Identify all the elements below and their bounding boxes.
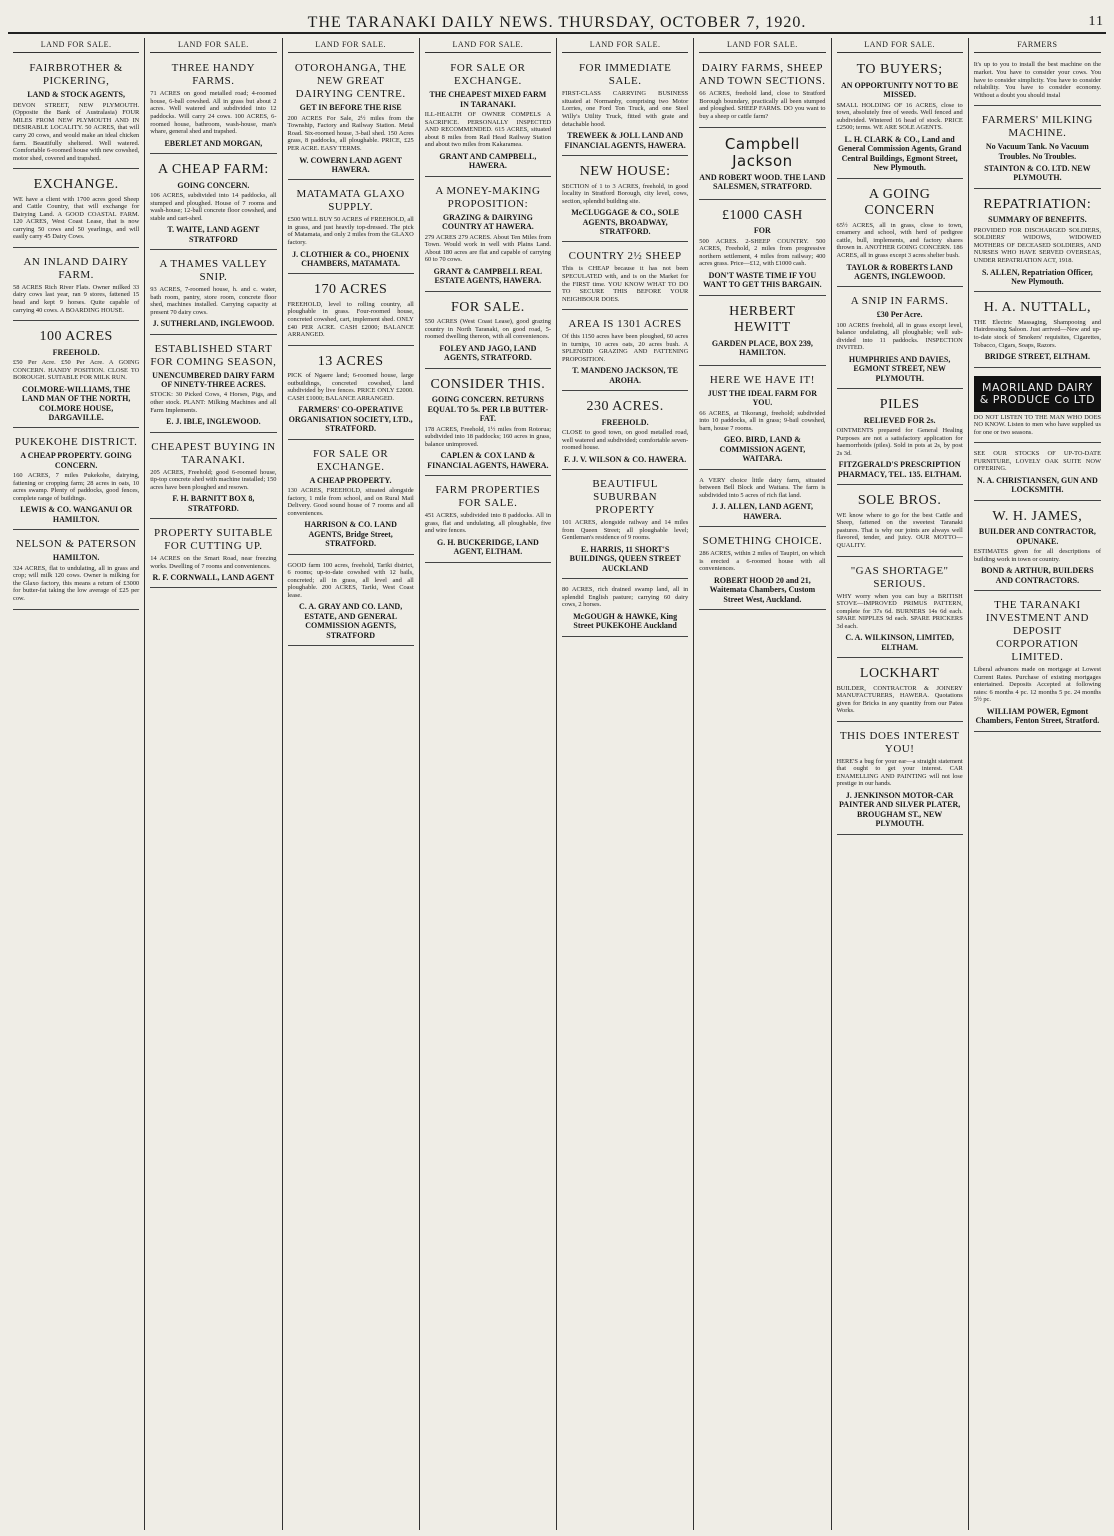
- ad-signature: STAINTON & CO. LTD. NEW PLYMOUTH.: [984, 163, 1091, 183]
- ad-body: 160 ACRES, 7 miles Pukekohe, dairying, fattening or cropping farm; 28 acres in oats, 10 acres swamp. Plenty of paddocks, good fences, complete range of buildings.: [13, 472, 140, 502]
- ad-signature: W. COWERN LAND AGENT HAWERA.: [299, 155, 403, 174]
- ad-signature: E. HARRIS, 11 SHORT'S BUILDINGS, QUEEN STREET AUCKLAND: [569, 544, 681, 573]
- ad-signature: TAYLOR & ROBERTS LAND AGENTS, INGLEWOOD.: [846, 262, 953, 281]
- ad-heading: HERBERT HEWITT: [729, 303, 796, 336]
- ad-heading: HERE WE HAVE IT!: [709, 373, 815, 386]
- ad-heading: AN INLAND DAIRY FARM.: [23, 255, 129, 281]
- ad-body: STOCK: 30 Picked Cows, 4 Horses, Pigs, and other stock. PLANT: Milking Machines and all Farm Implements.: [150, 391, 277, 414]
- ad-body: It's up to you to install the best machine on the market. You have to consider your cows. You have to consider simplicity. You have to consider reliability. You have to consider economy. Without a doubt you should instal: [973, 61, 1101, 99]
- ad-body: WE know where to go for the best Cattle and Sheep, fattened on the sweetest Taranaki pastures. That is why our joints are always well flavored, tender, and juicy. OUR MOTTO—QUALITY.: [836, 511, 963, 550]
- ad-body: WHY worry when you can buy a BRITISH STOVE—IMPROVED PRIMUS PATTERN, complete for 37s 6d. BURNERS 14s 6d each. SPARE NIPPLES 9d each. SPARE PRICKERS 3d each.: [836, 592, 963, 630]
- ad-heading: £1000 CASH: [721, 207, 803, 223]
- ad-heading: LOCKHART: [859, 666, 940, 682]
- ad-body: Liberal advances made on mortgage at Lowest Current Rates. Purchase of existing mortgages entertained. Deposits Accepted at following rates: 6 months 4 pc. 12 months 5 pc. 24 months 5½ pc.: [973, 666, 1101, 704]
- column-header: LAND FOR SALE.: [425, 38, 551, 53]
- ad-signature: S. ALLEN, Repatriation Officer, New Plymouth.: [981, 267, 1093, 286]
- advertisement: [425, 57, 551, 176]
- advertisement: [974, 371, 1101, 444]
- ad-heading: "GAS SHORTAGE" SERIOUS.: [850, 564, 949, 590]
- ad-heading: FOR SALE OR EXCHANGE.: [450, 62, 526, 88]
- advertisement: [150, 253, 276, 335]
- ad-heading: CHEAPEST BUYING IN TARANAKI.: [151, 440, 276, 466]
- advertisement: [425, 372, 551, 476]
- advertisement: [13, 57, 139, 169]
- advertisement: [837, 661, 963, 722]
- advertisement: [13, 533, 139, 609]
- ad-body: DO NOT LISTEN TO THE MAN WHO DOES NO KNOW. Listen to men who have supplied us for one or two seasons.: [973, 413, 1101, 436]
- ad-body: PROVIDED FOR DISCHARGED SOLDIERS, SOLDIERS' WIDOWS, WIDOWED MOTHERS OF DECEASED SOLDIERS, AND NURSES WHO HAVE SERVED OVERSEAS, UNDER REPATRIATION ACT, 1918.: [973, 226, 1101, 264]
- advertisement: [837, 725, 963, 835]
- ad-subheading: £30 Per Acre.: [876, 310, 923, 320]
- ad-body: 106 ACRES, subdivided into 14 paddocks, all stumped and ploughed. House of 7 rooms and wash-house; 12-ball concrete floor cowshed, and stable and cart-shed.: [150, 192, 277, 222]
- advertisement: [974, 594, 1101, 731]
- ad-signature: McCLUGGAGE & CO., SOLE AGENTS, BROADWAY, STRATFORD.: [571, 208, 680, 237]
- column-5: [557, 38, 694, 1530]
- ad-subheading: FREEHOLD.: [52, 347, 100, 357]
- ad-signature: BOND & ARTHUR, BUILDERS AND CONTRACTORS.: [981, 566, 1094, 585]
- ad-body: ESTIMATES given for all descriptions of building work in town or country.: [973, 548, 1101, 563]
- ad-signature: N. A. CHRISTIANSEN, GUN AND LOCKSMITH.: [977, 476, 1098, 495]
- ad-heading: FOR SALE.: [451, 299, 525, 315]
- advertisement: [150, 157, 276, 250]
- ad-heading: ESTABLISHED START FOR COMING SEASON,: [150, 342, 277, 368]
- ad-body: 286 ACRES, within 2 miles of Taupiri, on which is erected a 6-roomed house with all conveniences.: [699, 550, 826, 573]
- ad-heading: NELSON & PATERSON: [15, 538, 137, 551]
- ad-heading: A SNIP IN FARMS.: [850, 295, 949, 308]
- advertisement: [837, 392, 963, 485]
- advertisement: [974, 504, 1101, 591]
- ad-body: 14 ACRES on the Smart Road, near freezing works. Dwelling of 7 rooms and conveniences.: [150, 554, 277, 570]
- ad-subheading: SUMMARY OF BENEFITS.: [988, 215, 1087, 225]
- ad-subheading: No Vacuum Tank. No Vacuum Troubles. No Troubles.: [985, 142, 1089, 161]
- ad-subheading: GOING CONCERN. RETURNS EQUAL TO 5s. PER LB BUTTER-FAT.: [427, 395, 549, 424]
- advertisement: [562, 159, 688, 242]
- ad-signature: J. CLOTHIER & CO., PHOENIX CHAMBERS, MATAMATA.: [292, 249, 410, 268]
- advertisement: [425, 479, 551, 562]
- ad-signature: C. A. GRAY AND CO. LAND, ESTATE, AND GENERAL COMMISSION AGENTS, STRATFORD: [299, 602, 403, 640]
- ad-signature: T. MANDENO JACKSON, TE AROHA.: [572, 366, 678, 385]
- ad-body: OINTMENTS prepared for General Healing Purposes are not a satisfactory application for haemorrhoids (piles). Sold in pots at 2s, by post 2s 3d.: [836, 427, 963, 457]
- advertisement: [288, 57, 414, 180]
- advertisement: [699, 57, 825, 127]
- ad-heading: Campbell Jackson: [724, 134, 800, 171]
- ad-signature: WILLIAM POWER, Egmont Chambers, Fenton Street, Stratford.: [975, 706, 1100, 726]
- ad-signature: GEO. BIRD, LAND & COMMISSION AGENT, WAITARA.: [719, 435, 806, 464]
- advertisement: [288, 443, 414, 555]
- ad-heading: A THAMES VALLEY SNIP.: [159, 258, 268, 284]
- advertisement: [150, 522, 276, 588]
- advertisement: [837, 182, 963, 288]
- ad-body: SECTION of 1 to 3 ACRES, freehold, in good locality in Stratford Borough, city level, cows, section, splendid building site.: [562, 182, 689, 205]
- masthead-title: THE TARANAKI DAILY NEWS. THURSDAY, OCTOBER 7, 1920.: [307, 14, 807, 31]
- ad-body: 205 ACRES, Freehold; good 6-roomed house, tip-top concrete shed with machine installed; 150 acres have been ploughed and resown.: [150, 468, 277, 491]
- ad-heading: H. A. NUTTALL,: [983, 300, 1092, 316]
- advertisement: [699, 369, 825, 470]
- ad-signature: ROBERT HOOD 20 and 21, Waitemata Chambers, Custom Street West, Auckland.: [709, 575, 816, 604]
- ad-signature: CAPLEN & COX LAND & FINANCIAL AGENTS, HAWERA.: [427, 451, 549, 470]
- ad-body: A VERY choice little dairy farm, situated between Bell Block and Waitara. The farm is subdivided into 5 acres of rich flat land.: [699, 476, 826, 499]
- ad-body: 101 ACRES, alongside railway and 14 miles from Queen Street; all ploughable level; Gentleman's residence of 9 rooms.: [562, 519, 689, 542]
- ad-subheading: A CHEAP PROPERTY. GOING CONCERN.: [20, 451, 132, 470]
- ad-heading: DAIRY FARMS, SHEEP AND TOWN SECTIONS.: [699, 62, 826, 88]
- advertisement: [150, 57, 276, 154]
- ad-subheading: HAMILTON.: [52, 553, 100, 563]
- ad-body: 451 ACRES, subdivided into 8 paddocks. All in grass, flat and undulating, all ploughable, five and wire fences.: [424, 512, 551, 535]
- ad-subheading: GOING CONCERN.: [177, 180, 250, 190]
- ad-heading: PILES: [879, 397, 920, 413]
- ad-signature: GRANT & CAMPBELL REAL ESTATE AGENTS, HAWERA.: [433, 266, 543, 286]
- ad-body: 279 ACRES 279 ACRES. About Ten Miles from Town. Would work in well with Plains Land. About 180 acres are flat and capable of carrying 60 to 70 cows.: [424, 233, 551, 264]
- ad-heading: BEAUTIFUL SUBURBAN PROPERTY: [592, 478, 658, 517]
- ad-body: GOOD farm 100 acres, freehold, Tariki district, 6 rooms; up-to-date cowshed with 12 bails, concreted; all in grass, all level and all ploughable. 200 ACRES, Tariki, West Coast lease.: [287, 561, 414, 599]
- ad-heading: REPATRIATION:: [983, 196, 1092, 212]
- column-8: [969, 38, 1106, 1530]
- ad-subheading: THE CHEAPEST MIXED FARM IN TARANAKI.: [429, 90, 547, 109]
- ad-heading: MAORILAND DAIRY & PRODUCE Co LTD: [974, 376, 1101, 412]
- advertisement: [562, 245, 688, 310]
- advertisement: [150, 436, 276, 519]
- column-header: LAND FOR SALE.: [837, 38, 963, 53]
- column-6: [694, 38, 831, 1530]
- ad-signature: GRANT AND CAMPBELL, HAWERA.: [439, 151, 537, 171]
- ad-subheading: GET IN BEFORE THE RISE: [299, 103, 402, 113]
- ad-body: SMALL HOLDING OF 16 ACRES, close to town, absolutely free of weeds. Well fenced and subdivided. Wintered 16 head of stock. PRICE £2500; terms. WE ARE SOLE AGENTS.: [836, 101, 963, 132]
- ad-subheading: FOR: [753, 226, 771, 236]
- advertisement: [288, 349, 414, 440]
- advertisement: [699, 131, 825, 200]
- ad-signature: G. H. BUCKERIDGE, LAND AGENT, ELTHAM.: [436, 537, 539, 557]
- ad-body: 58 ACRES Rich River Flats. Owner milked 33 dairy cows last year, ran 9 stores, fattened 15 head and kept 9 horses. Quite capable of carrying 40 cows. A BOARDING HOUSE.: [13, 283, 140, 314]
- ad-body: 66 ACRES, freehold land, close to Stratford Borough boundary, practically all been stumped and ploughed. SHEEP FARMS. DO you want to buy a sheep or cattle farm?: [699, 90, 826, 121]
- ad-heading: FOR IMMEDIATE SALE.: [578, 62, 672, 88]
- advertisement: [562, 473, 688, 579]
- advertisement: [562, 582, 688, 637]
- ad-body: 93 ACRES, 7-roomed house, h. and c. water, bath room, pantry, store room, concrete floor shed, machines installed. Carrying capacity at present 70 dairy cows.: [150, 286, 277, 316]
- ad-heading: AREA IS 1301 ACRES: [568, 318, 682, 331]
- ad-signature: HUMPHRIES AND DAVIES, EGMONT STREET, NEW PLYMOUTH.: [848, 355, 951, 383]
- ad-subheading: RELIEVED FOR 2s.: [863, 415, 936, 425]
- ad-heading: OTOROHANGA, THE NEW GREAT DAIRYING CENTRE.: [294, 62, 407, 101]
- advertisement: [837, 57, 963, 178]
- column-header: LAND FOR SALE.: [562, 38, 688, 53]
- column-7: [832, 38, 969, 1530]
- ad-subheading: AN OPPORTUNITY NOT TO BE MISSED.: [841, 80, 959, 100]
- advertisement: [562, 394, 688, 470]
- ad-signature: FITZGERALD'S PRESCRIPTION PHARMACY, TEL. 135. ELTHAM.: [837, 460, 962, 479]
- ad-signature: F. H. BARNITT BOX 8, STRATFORD.: [172, 494, 255, 513]
- advertisement: [288, 183, 414, 274]
- ad-heading: A CHEAP FARM:: [158, 162, 269, 178]
- ad-signature: LEWIS & CO. WANGANUI OR HAMILTON.: [20, 505, 133, 524]
- ad-signature: J. JENKINSON MOTOR-CAR PAINTER AND SILVER PLATER, BROUGHAM ST., NEW PLYMOUTH.: [839, 790, 961, 829]
- ad-body: 178 ACRES, Freehold, 1½ miles from Rotorua; subdivided into 18 paddocks; 160 acres in grass, balance unimproved.: [424, 425, 551, 448]
- advertisement: [699, 473, 825, 528]
- ad-heading: CONSIDER THIS.: [430, 376, 546, 392]
- ad-heading: FARM PROPERTIES FOR SALE.: [435, 484, 541, 510]
- advertisement: [974, 192, 1101, 293]
- ad-body: THE Electric Massaging, Shampooing and Hairdressing Saloon. Just arrived—New and up-to-date stock of Smokers' requisites, Cigarettes, Tobacco, Cigars, Soaps, Razors.: [973, 318, 1101, 349]
- ad-heading: NEW HOUSE:: [579, 163, 671, 179]
- column-header: LAND FOR SALE.: [699, 38, 825, 53]
- ad-signature: FOLEY AND JAGO, LAND AGENTS, STRATFORD.: [439, 343, 537, 363]
- ad-body: BUILDER, CONTRACTOR & JOINERY MANUFACTURERS, HAWERA. Quotations given for Bricks in any quantity from our Patea Works.: [836, 684, 963, 715]
- ad-signature: DON'T WASTE TIME IF YOU WANT TO GET THIS BARGAIN.: [703, 270, 822, 290]
- column-header: LAND FOR SALE.: [150, 38, 276, 53]
- ad-body: SEE OUR STOCKS OF UP-TO-DATE FURNITURE, LOVELY OAK SUITE NOW OFFERING.: [973, 450, 1101, 473]
- ad-body: PICK of Ngaere land; 6-roomed house, large outbuildings, concreted cowshed, land subdivided by live fences. PRICE ONLY £2000. CASH £1000; BALANCE ARRANGED.: [287, 372, 414, 402]
- ad-body: £500 WILL BUY 50 ACRES of FREEHOLD, all in grass, and just heavily top-dressed. The pick of Matamata, and only 2 miles from the GLAXO factory.: [287, 216, 414, 246]
- ad-heading: A GOING CONCERN: [864, 186, 935, 219]
- ad-signature: BRIDGE STREET, ELTHAM.: [984, 352, 1091, 362]
- advertisement: [699, 299, 825, 366]
- advertisement: [974, 57, 1101, 106]
- advertisement: [288, 558, 414, 646]
- column-header: LAND FOR SALE.: [13, 38, 139, 53]
- ad-body: CLOSE to good town, on good metalled road, well watered and subdivided; comfortable seven-roomed house.: [562, 429, 689, 452]
- advertisement: [425, 295, 551, 369]
- ad-subheading: AND ROBERT WOOD. THE LAND SALESMEN, STRATFORD.: [699, 172, 826, 192]
- ad-heading: THIS DOES INTEREST YOU!: [839, 729, 960, 755]
- ad-heading: MATAMATA GLAXO SUPPLY.: [296, 188, 405, 214]
- ad-heading: 100 ACRES: [39, 329, 113, 345]
- ad-heading: TO BUYERS;: [856, 62, 943, 78]
- advertisement: [562, 313, 688, 391]
- column-3: [283, 38, 420, 1530]
- ad-heading: SOMETHING CHOICE.: [702, 535, 823, 548]
- ad-body: HERE'S a bug for your ear—a straight statement that ought to get your interest. CAR ENAMELLING AND PAINTING will not lose prestige in our hands.: [836, 757, 963, 788]
- ad-body: 66 ACRES, at Tikorangi, freehold; subdivided into 10 paddocks, all in grass; 9-bail cowshed, barn, house 7 rooms.: [699, 409, 826, 432]
- advertisement: [837, 290, 963, 389]
- ad-body: 100 ACRES freehold, all in grass except level, balance undulating, all ploughable; well sub-divided into 11 paddocks. INSPECTION INVITED.: [836, 321, 963, 352]
- ad-body: This is CHEAP because it has not been SPECULATED with, and is on the Market for the FIRST time. YOU KNOW WHAT TO DO TO SECURE THIS BEFORE YOUR NEIGHBOUR DOES.: [562, 265, 689, 303]
- ad-signature: McGOUGH & HAWKE, King Street PUKEKOHE Auckland: [573, 611, 678, 631]
- ad-body: ILL-HEALTH OF OWNER COMPELS A SACRIFICE. PERSONALLY INSPECTED AND RECOMMENDED. 615 ACRES, situated about 8 miles from Rail Head Railway Station and about two miles from Kakaramea.: [424, 111, 551, 149]
- ad-body: 500 ACRES. 2-SHEEP COUNTRY. 500 ACRES, Freehold, 2 miles from progressive northern settlement, 4 miles from railway; 400 acres grass. Price—£12, with £1000 cash.: [699, 237, 826, 268]
- ad-signature: R. F. CORNWALL, LAND AGENT: [152, 573, 275, 583]
- ad-signature: TREWEEK & JOLL LAND AND FINANCIAL AGENTS, HAWERA.: [564, 131, 686, 150]
- ad-body: FIRST-CLASS CARRYING BUSINESS situated at Normanby, comprising two Motor Lorries, one Ford Ton Truck, and one Steel Willy's Utility Truck, fitted with grate and detachable hood.: [562, 90, 689, 128]
- ad-subheading: GARDEN PLACE, BOX 239, HAMILTON.: [711, 338, 813, 358]
- advertisement: [13, 431, 139, 530]
- ad-signature: T. WAITE, LAND AGENT STRATFORD: [167, 225, 260, 244]
- ad-heading: FOR SALE OR EXCHANGE.: [313, 447, 389, 473]
- ad-body: £50 Per Acre. £50 Per Acre. A GOING CONCERN. HANDY POSITION. CLOSE TO BOROUGH. SUITABLE FOR MILK RUN.: [13, 359, 140, 382]
- advertisement: [13, 324, 139, 428]
- ad-subheading: A CHEAP PROPERTY.: [309, 475, 392, 485]
- ad-heading: THE TARANAKI INVESTMENT AND DEPOSIT CORPORATION LIMITED.: [985, 599, 1089, 664]
- ad-body: DEVON STREET, NEW PLYMOUTH. (Opposite the Bank of Australasia) FOUR MILES FROM NEW PLYMOUTH AND IN DESIRABLE LOCALITY. 50 ACRES, that will carry 20 cows, and would make an ideal chicken farm. Beautifully sheltered. Well watered. Comfortable 6-roomed house with new cowshed, motor shed, covered and trapshed.: [13, 101, 140, 162]
- ad-signature: FARMERS' CO-OPERATIVE ORGANISATION SOCIETY, LTD., STRATFORD.: [288, 405, 413, 434]
- advertisement: [13, 172, 139, 248]
- ad-body: 200 ACRES For Sale, 2½ miles from the Township, Factory and Railway Station. Metal Road. Six-roomed house, 3-bail shed. 150 Acres grass, 8 paddocks, all ploughable. PRICE, £25 PER ACRE. EASY TERMS.: [287, 114, 414, 152]
- ad-body: WE have a client with 1700 acres good Sheep and Cattle Country, that will exchange for Dairying Land. A GOOD COASTAL FARM. 120 ACRES, West Coast Lease, that is now carrying 50 cows and 50 yearlings, and will easily carry 45 Dairy Cows.: [13, 195, 140, 241]
- ad-signature: J. J. ALLEN, LAND AGENT, HAWERA.: [711, 502, 813, 521]
- ad-subheading: FREEHOLD.: [601, 417, 649, 427]
- advertisement: [288, 277, 414, 345]
- column-2: [145, 38, 282, 1530]
- ad-heading: W. H. JAMES,: [992, 508, 1083, 524]
- column-header: LAND FOR SALE.: [288, 38, 414, 53]
- ad-subheading: LAND & STOCK AGENTS,: [27, 90, 125, 100]
- advertisement: [837, 560, 963, 659]
- ad-signature: COLMORE-WILLIAMS, THE LAND MAN OF THE NORTH, COLMORE HOUSE, DARGAVILLE.: [21, 384, 131, 423]
- ad-signature: HARRISON & CO. LAND AGENTS, Bridge Street, STRATFORD.: [304, 520, 397, 549]
- ad-subheading: BUILDER AND CONTRACTOR, OPUNAKE.: [978, 527, 1096, 546]
- ad-heading: SOLE BROS.: [857, 493, 942, 509]
- ad-heading: A MONEY-MAKING PROPOSITION:: [435, 184, 541, 210]
- ad-signature: F. J. V. WILSON & CO. HAWERA.: [564, 454, 687, 464]
- ad-body: 71 ACRES on good metalled road; 4-roomed house, 6-ball cowshed. All in grass but about 2 acres. Well watered and subdivided into 12 paddocks. Will carry 24 cows. 100 ACRES, 6-roomed house, bathroom, wash-house, man's whare, general shed and trapshed.: [150, 90, 277, 136]
- ad-body: Of this 1150 acres have been ploughed, 60 acres in turnips, 10 acres oats, 20 acres bush. A SPLENDID GRAZING AND FATTENING PROPOSITION.: [562, 333, 689, 363]
- ad-heading: FARMERS' MILKING MACHINE.: [981, 114, 1093, 140]
- ad-body: 550 ACRES (West Coast Lease), good grazing country in North Taranaki, on good road, 5-roomed dwelling thereon, with all conveniences.: [424, 318, 551, 341]
- page-number: 11: [1088, 14, 1104, 29]
- ad-heading: 230 ACRES.: [586, 399, 664, 415]
- ad-heading: COUNTRY 2½ SHEEP: [568, 250, 682, 263]
- ad-heading: 13 ACRES: [317, 353, 384, 369]
- advertisement: [699, 203, 825, 296]
- ad-signature: E. J. IBLE, INGLEWOOD.: [166, 417, 261, 427]
- ad-heading: FAIRBROTHER & PICKERING,: [29, 62, 123, 88]
- ad-heading: PROPERTY SUITABLE FOR CUTTING UP.: [154, 527, 273, 552]
- ad-signature: EBERLET AND MORGAN,: [164, 138, 263, 148]
- ad-body: FREEHOLD, level to rolling country, all ploughable in grass. Four-roomed house, concreted cowshed, cart, implement shed. ONLY £40 PER ACRE. CASH £2000; BALANCE ARRANGED.: [287, 300, 414, 339]
- ad-heading: 170 ACRES: [313, 282, 388, 298]
- ad-body: 80 ACRES, rich drained swamp land, all in splendid English pasture; carrying 60 dairy cows, 2 horses.: [562, 586, 689, 609]
- advertisement: [974, 446, 1101, 501]
- column-4: [420, 38, 557, 1530]
- ad-body: 130 ACRES, FREEHOLD, situated alongside factory, 1 mile from school, and on Rural Mail Delivery. Good sound house of 7 rooms and all conveniences.: [287, 487, 414, 517]
- ad-subheading: JUST THE IDEAL FARM FOR YOU.: [707, 388, 818, 408]
- advertisement: [13, 251, 139, 321]
- advertisement: [837, 488, 963, 556]
- ad-subheading: UNENCUMBERED DAIRY FARM OF NINETY-THREE ACRES.: [152, 370, 275, 390]
- ad-heading: THREE HANDY FARMS.: [171, 62, 256, 88]
- masthead: [8, 6, 1106, 34]
- advertisement: [699, 530, 825, 610]
- advertisement: [425, 180, 551, 292]
- advertisement: [562, 57, 688, 156]
- ad-body: 324 ACRES, flat to undulating, all in grass and crop; will milk 120 cows. Owner is milking for the Glaxo factory, this means a return of £3000 for butter-fat taking the low average of £25 per cow.: [13, 564, 140, 602]
- advertisement: [974, 109, 1101, 189]
- ad-heading: EXCHANGE.: [33, 177, 119, 193]
- ad-signature: L. H. CLARK & CO., Land and General Commission Agents, Grand Central Buildings, Egmont Street, New Plymouth.: [837, 135, 962, 173]
- ad-signature: J. SUTHERLAND, INGLEWOOD.: [152, 319, 275, 329]
- ad-subheading: GRAZING & DAIRYING COUNTRY AT HAWERA.: [441, 212, 534, 232]
- column-1: [8, 38, 145, 1530]
- ad-signature: C. A. WILKINSON, LIMITED, ELTHAM.: [845, 633, 954, 652]
- ad-heading: PUKEKOHE DISTRICT.: [14, 436, 138, 449]
- ad-body: 65½ ACRES, all in grass, close to town, creamery and school, with herd of pedigree cattle, bull, implements, and factory shares thrown in. ANOTHER GOING CONCERN. 186 ACRES, all in grass except 3 acres shelter bush.: [836, 221, 963, 259]
- advertisement: [150, 338, 276, 433]
- column-header: FARMERS: [974, 38, 1101, 53]
- advertisement: [974, 295, 1101, 367]
- columns-grid: [8, 38, 1106, 1530]
